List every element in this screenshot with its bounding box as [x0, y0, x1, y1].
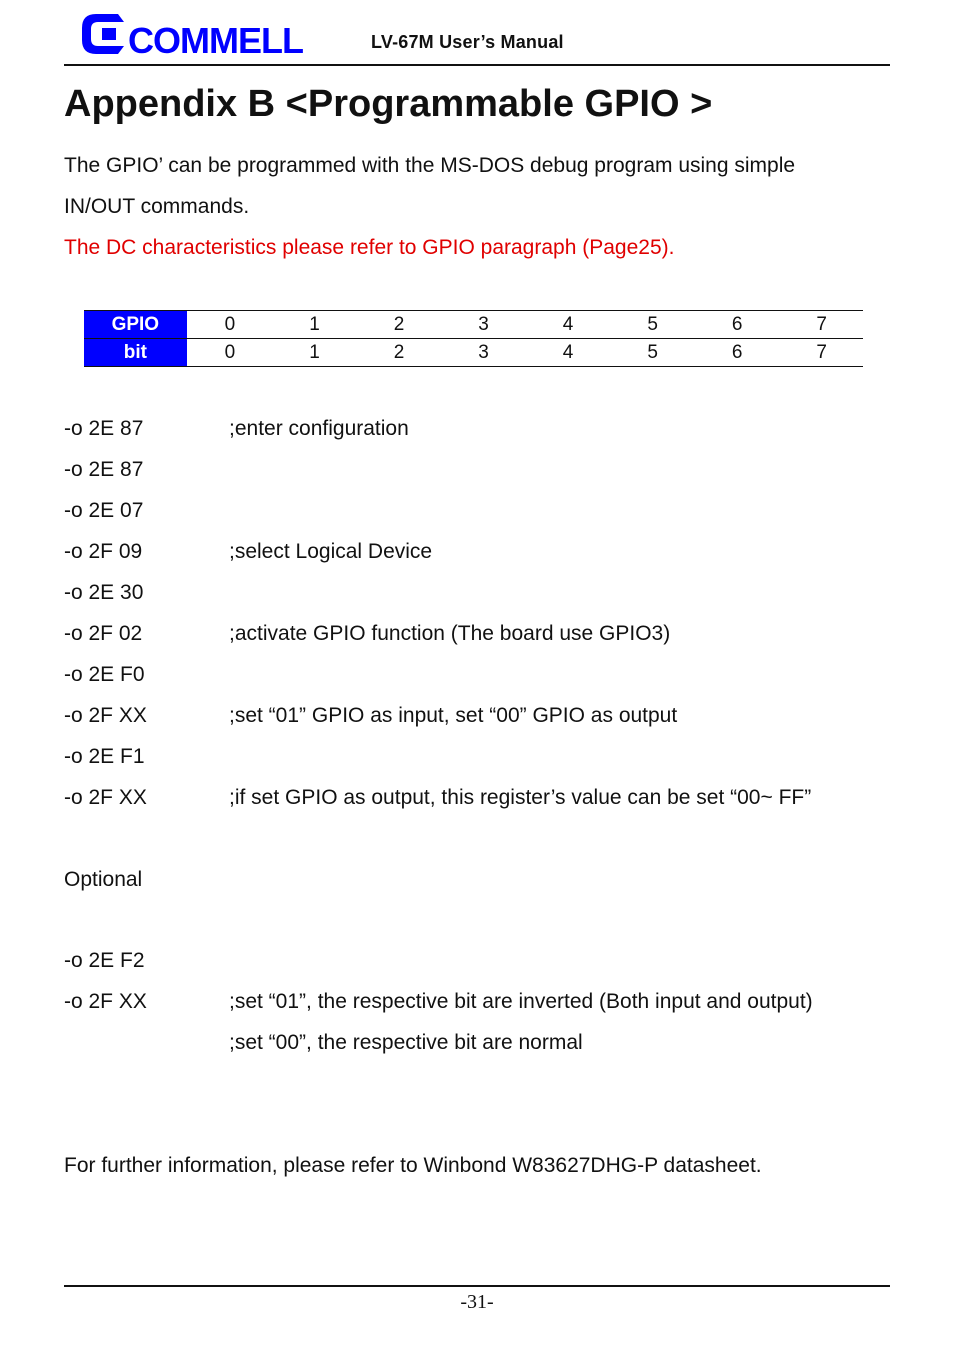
table-cell: 1: [271, 339, 356, 367]
command-code: -o 2F XX: [64, 786, 147, 809]
table-cell: 5: [609, 311, 694, 339]
further-information: For further information, please refer to Winbond W83627DHG-P datasheet.: [64, 1154, 762, 1177]
table-cell: 4: [525, 311, 610, 339]
table-cell: 2: [356, 339, 441, 367]
command-code: -o 2E F2: [64, 949, 145, 972]
dc-characteristics-note: The DC characteristics please refer to GPIO paragraph (Page25).: [64, 236, 675, 259]
gpio-bit-table: [84, 310, 863, 367]
table-cell: 3: [440, 311, 525, 339]
optional-label: Optional: [64, 868, 143, 891]
command-code: -o 2F XX: [64, 704, 147, 727]
command-comment: ;activate GPIO function (The board use GPIO3): [229, 622, 671, 645]
intro-line-2: IN/OUT commands.: [64, 195, 250, 218]
command-code: -o 2F 09: [64, 540, 143, 563]
table-cell: 1: [271, 311, 356, 339]
table-row-bit: [84, 339, 863, 367]
table-cell: 3: [440, 339, 525, 367]
intro-line-1: The GPIO’ can be programmed with the MS-DOS debug program using simple: [64, 154, 796, 177]
page-number: -31-: [460, 1291, 494, 1313]
command-comment: ;set “01” GPIO as input, set “00” GPIO as output: [229, 704, 678, 727]
table-cell: 4: [525, 339, 610, 367]
command-code: -o 2E 30: [64, 581, 144, 604]
header-rule: [64, 64, 890, 66]
table-cell: 6: [694, 311, 779, 339]
command-code: -o 2E F0: [64, 663, 145, 686]
command-comment: ;if set GPIO as output, this register’s value can be set “00~ FF”: [229, 786, 812, 809]
row-header-gpio: GPIO: [84, 311, 187, 339]
page-title: Appendix B <Programmable GPIO >: [64, 83, 713, 125]
footer-rule: [64, 1285, 890, 1287]
svg-text:COMMELL: COMMELL: [128, 20, 303, 61]
table-cell: 0: [187, 339, 272, 367]
command-code: -o 2F XX: [64, 990, 147, 1013]
command-comment: ;set “01”, the respective bit are inverted (Both input and output): [229, 990, 813, 1013]
command-code: -o 2E 87: [64, 458, 144, 481]
table-cell: 5: [609, 339, 694, 367]
command-comment: ;enter configuration: [229, 417, 409, 440]
table-cell: 0: [187, 311, 272, 339]
command-code: -o 2E F1: [64, 745, 145, 768]
command-comment: ;select Logical Device: [229, 540, 433, 563]
table-cell: 7: [778, 311, 863, 339]
command-code: -o 2E 87: [64, 417, 144, 440]
row-header-bit: bit: [84, 339, 187, 367]
commell-logo: [78, 6, 304, 62]
table-cell: 7: [778, 339, 863, 367]
command-code: -o 2F 02: [64, 622, 143, 645]
manual-title: LV-67M User’s Manual: [371, 32, 564, 52]
table-cell: 6: [694, 339, 779, 367]
command-code: -o 2E 07: [64, 499, 144, 522]
table-cell: 2: [356, 311, 441, 339]
table-row-gpio: [84, 311, 863, 339]
command-comment: ;set “00”, the respective bit are normal: [229, 1031, 583, 1054]
